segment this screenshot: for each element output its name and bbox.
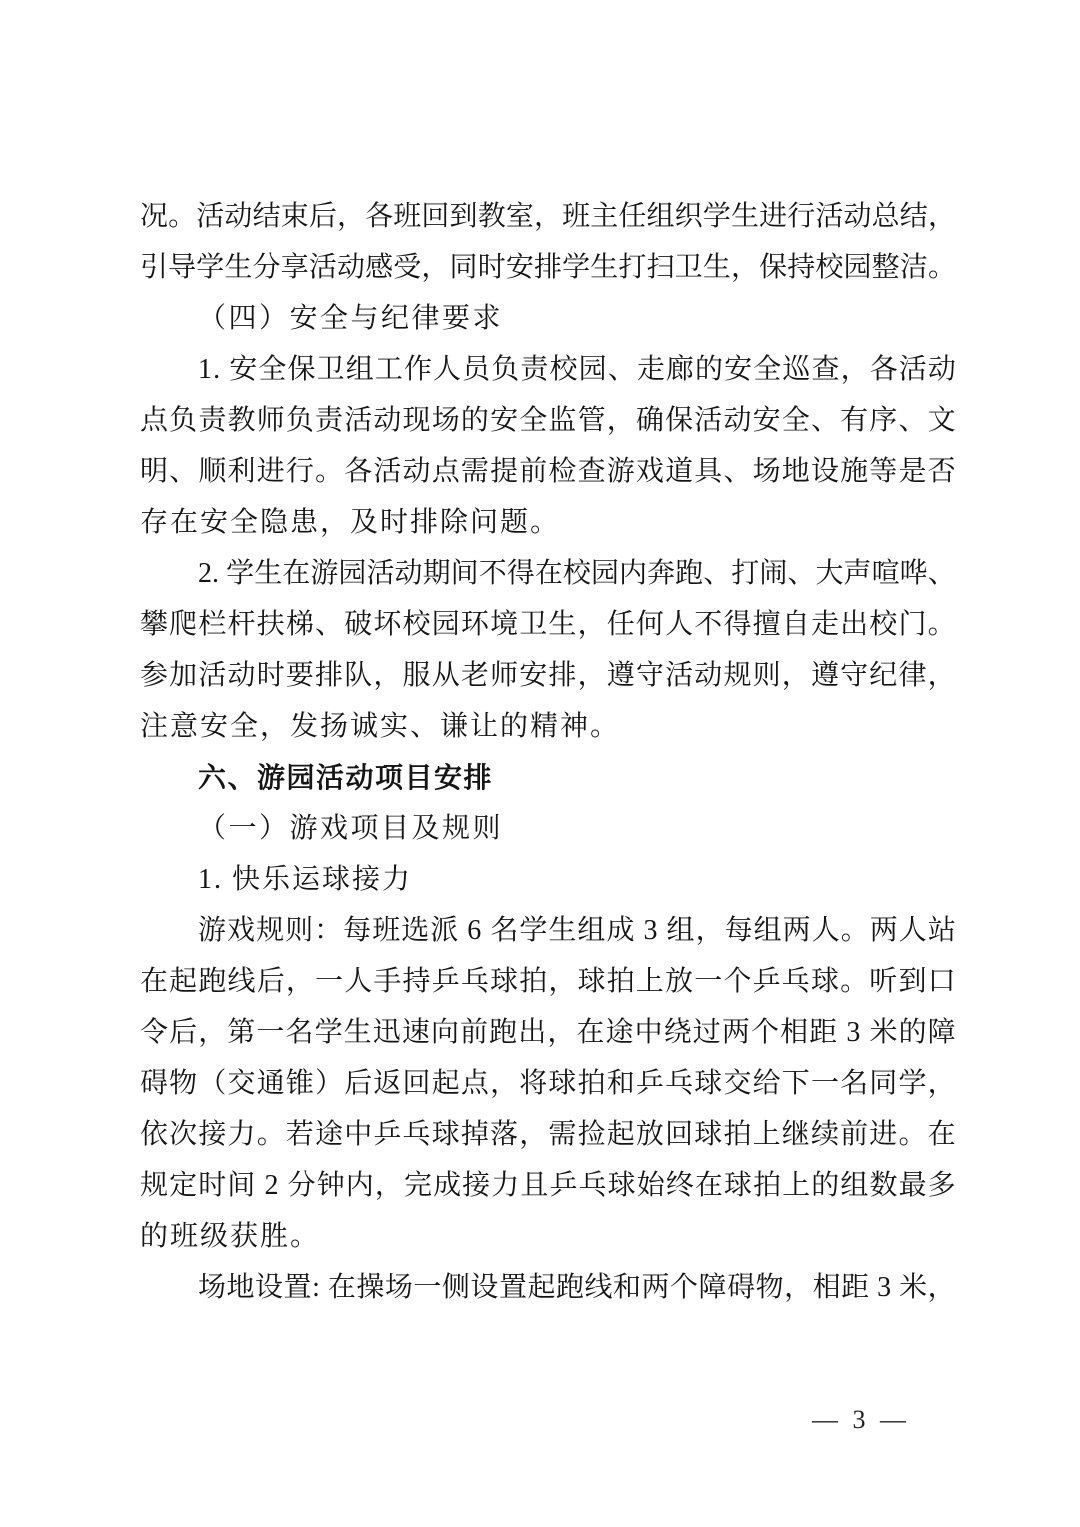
text-line: 存在安全隐患，及时排除问题。 (140, 507, 561, 538)
text-line: 攀 爬 栏 杆 扶 梯 、 破 坏 校 园 环 境 卫 生 ， 任 何 人 不 得 擅 自 走 出 校 门 。 (140, 609, 956, 640)
text-line: 2 . 学 生 在 游 园 活 动 期 间 不 得 在 校 园 内 奔 跑 、 打 闹 、 大 声 喧 哗 、 (198, 558, 956, 589)
text-line: 引 导 学 生 分 享 活 动 感 受 ， 同 时 安 排 学 生 打 扫 卫 生 ， 保 持 校 园 整 洁 。 (140, 252, 956, 283)
text-line: 依 次 接 力 。 若 途 中 乒 乓 球 掉 落 ， 需 捡 起 放 回 球 拍 上 继 续 前 进 。 在 (140, 1119, 956, 1150)
text-line: （一）游戏项目及规则 (198, 813, 504, 844)
text-line: 点 负 责 教 师 负 责 活 动 现 场 的 安 全 监 管 ， 确 保 活 动 安 全 、 有 序 、 文 (140, 405, 956, 436)
text-line: 1. 快乐运球接力 (198, 864, 413, 895)
text-line: 在 起 跑 线 后 ， 一 人 手 持 乒 乓 球 拍 ， 球 拍 上 放 一 个 乒 乓 球 。 听 到 口 (140, 966, 956, 997)
text-line: 的班级获胜。 (140, 1221, 321, 1252)
text-line: 规 定 时 间 2 分 钟 内 ， 完 成 接 力 且 乒 乓 球 始 终 在 球 拍 上 的 组 数 最 多 (140, 1170, 956, 1201)
document-content (140, 191, 956, 1313)
text-line: 1 . 安 全 保 卫 组 工 作 人 员 负 责 校 园 、 走 廊 的 安 全 巡 查 ， 各 活 动 (198, 354, 956, 385)
text-line: 场 地 设 置 : 在 操 场 一 侧 设 置 起 跑 线 和 两 个 障 碍 物 ， 相 距 3 米 ， (198, 1272, 956, 1303)
text-line: 碍 物 （ 交 通 锥 ） 后 返 回 起 点 ， 将 球 拍 和 乒 乓 球 交 给 下 一 名 同 学 ， (140, 1068, 956, 1099)
text-line: 参 加 活 动 时 要 排 队 ， 服 从 老 师 安 排 ， 遵 守 活 动 规 则 ， 遵 守 纪 律 ， (140, 660, 956, 691)
text-line: 六、游园活动项目安排 (198, 762, 494, 793)
text-line: 注意安全，发扬诚实、谦让的精神。 (140, 711, 621, 742)
text-line: 明 、 顺 利 进 行 。 各 活 动 点 需 提 前 检 查 游 戏 道 具 、 场 地 设 施 等 是 否 (140, 456, 956, 487)
text-line: （四）安全与纪律要求 (198, 303, 504, 334)
page-number: — 3 — (812, 1405, 910, 1434)
text-line: 况 。 活 动 结 束 后 ， 各 班 回 到 教 室 ， 班 主 任 组 织 学 生 进 行 活 动 总 结 ， (140, 201, 956, 232)
text-line: 令 后 ， 第 一 名 学 生 迅 速 向 前 跑 出 ， 在 途 中 绕 过 两 个 相 距 3 米 的 障 (140, 1017, 956, 1048)
text-line: 游 戏 规 则 ： 每 班 选 派 6 名 学 生 组 成 3 组 ， 每 组 两 人 。 两 人 站 (198, 915, 956, 946)
